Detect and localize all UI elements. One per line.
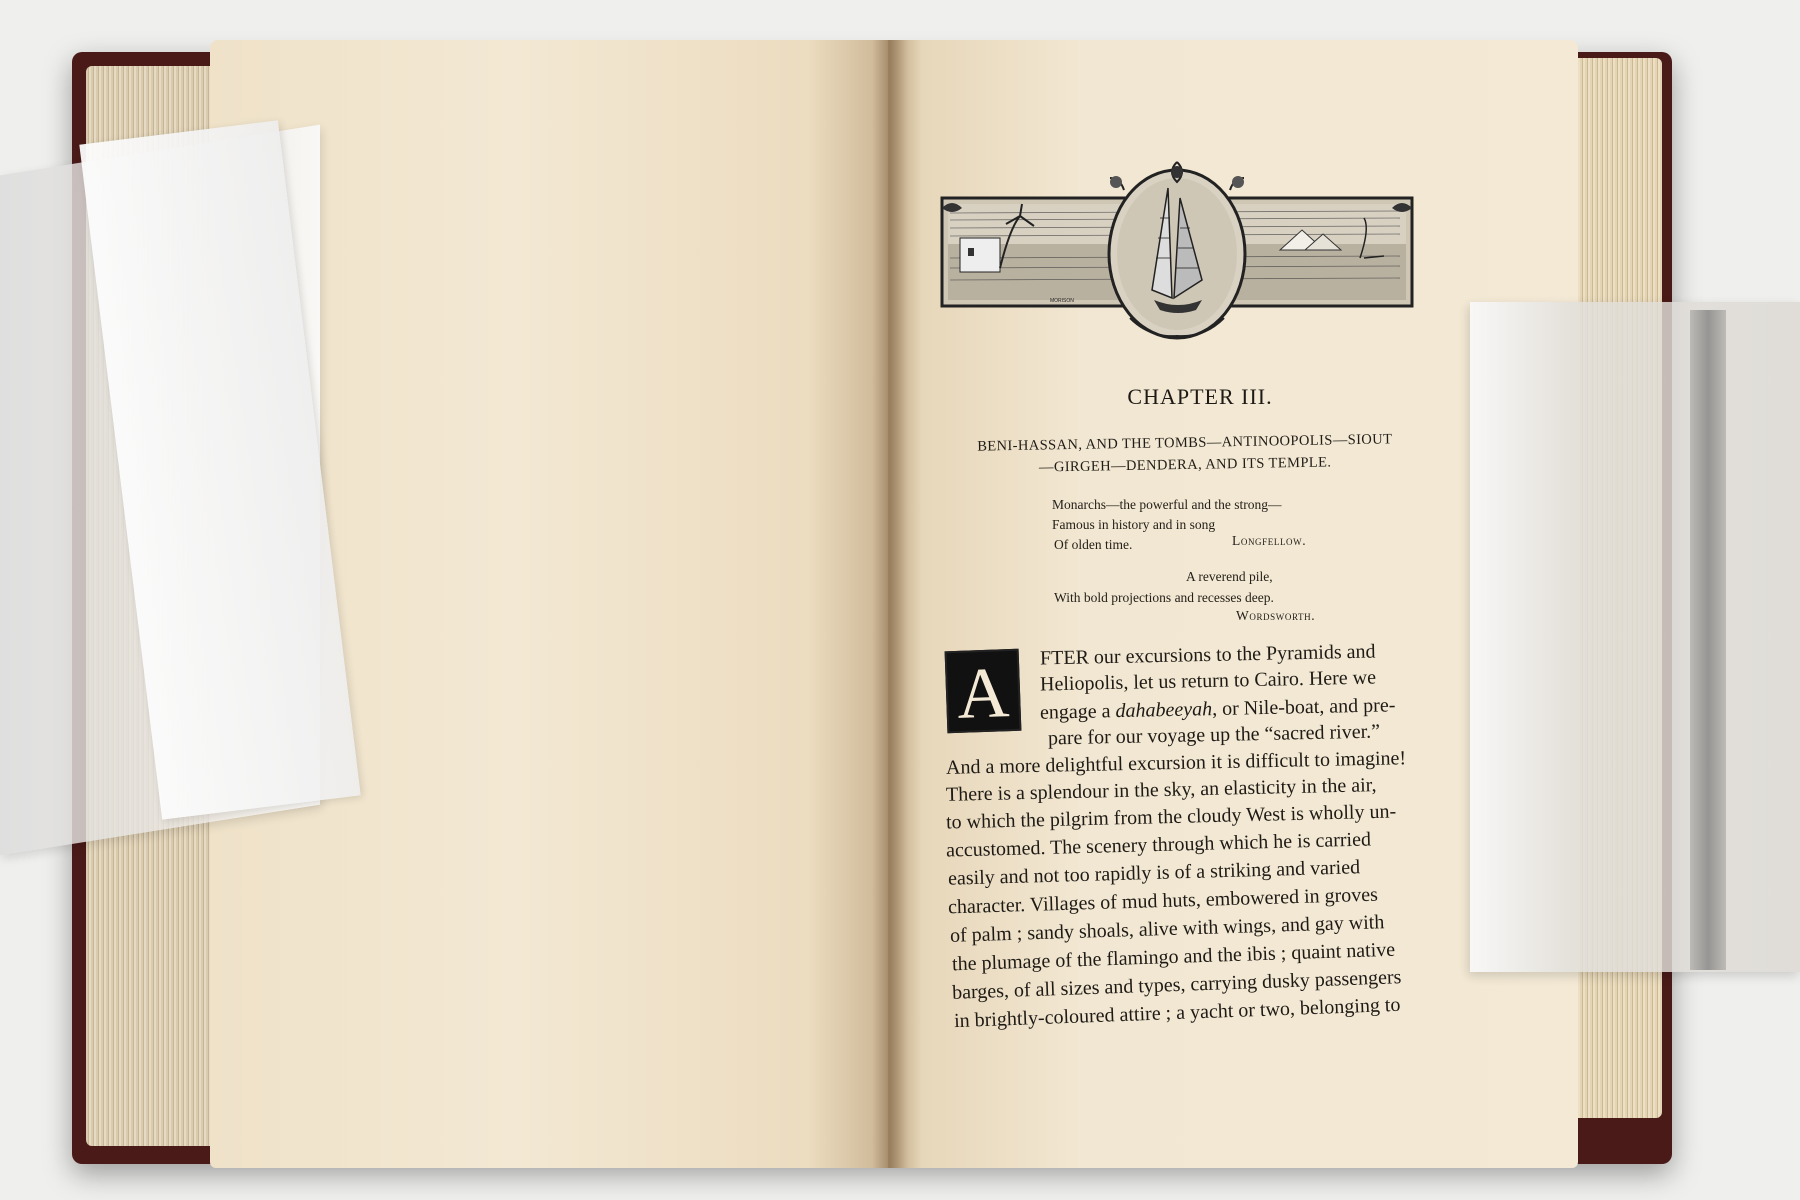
body-line: of palm ; sandy shoals, alive with wings, and gay with <box>949 911 1385 947</box>
body-line: FTER our excursions to the Pyramids and <box>1039 640 1376 670</box>
body-line: pare for our voyage up the “sacred river.” <box>1047 720 1381 750</box>
epigraph-line: Famous in history and in song <box>1052 517 1216 532</box>
subtitle-line: BENI-HASSAN, AND THE TOMBS—ANTINOOPOLIS—SIOUT <box>977 431 1393 455</box>
engraved-vignette <box>940 158 1415 342</box>
body-line: And a more delightful excursion it is difficult to imagine! <box>945 747 1407 779</box>
chapter-title: CHAPTER III. <box>1127 384 1273 409</box>
epigraph-attribution: Wordsworth. <box>1236 608 1316 623</box>
body-line: barges, of all sizes and types, carrying dusky passengers <box>951 966 1402 1004</box>
body-line: the plumage of the flamingo and the ibis ; quaint native <box>951 938 1396 976</box>
epigraph-attribution: Longfellow. <box>1232 533 1307 548</box>
chapter-subtitle <box>940 428 1431 481</box>
body-line: in brightly-coloured attire ; a yacht or two, belonging to <box>953 993 1401 1033</box>
engraver-signature: MORISON <box>1050 298 1074 304</box>
epigraph-line: Monarchs—the powerful and the strong— <box>1052 497 1282 512</box>
epigraph-line: With bold projections and recesses deep. <box>1054 590 1274 605</box>
body-line: accustomed. The scenery through which he is carried <box>945 828 1372 862</box>
body-line: character. Villages of mud huts, embowered in groves <box>947 883 1379 919</box>
epigraph-line: Of olden time. <box>1054 537 1133 552</box>
body-line: easily and not too rapidly is of a striking and varied <box>947 856 1361 890</box>
body-line: Heliopolis, let us return to Cairo. Here we <box>1039 666 1377 696</box>
subtitle-line: —GIRGEH—DENDERA, AND ITS TEMPLE. <box>1038 454 1332 476</box>
epigraph-line: A reverend pile, <box>1186 569 1273 584</box>
italic-term: dahabeeyah <box>1115 698 1213 723</box>
right-acrylic-weight-shade <box>1690 310 1726 970</box>
body-line: There is a splendour in the sky, an elasticity in the air, <box>945 774 1377 806</box>
body-line: to which the pilgrim from the cloudy West is wholly un- <box>945 800 1397 834</box>
body-text: engage a <box>1039 700 1116 724</box>
right-acrylic-page-weight <box>1470 302 1800 972</box>
body-text: , or Nile-boat, and pre- <box>1211 694 1396 721</box>
book-gutter <box>872 40 908 1168</box>
drop-cap: A <box>945 649 1022 734</box>
